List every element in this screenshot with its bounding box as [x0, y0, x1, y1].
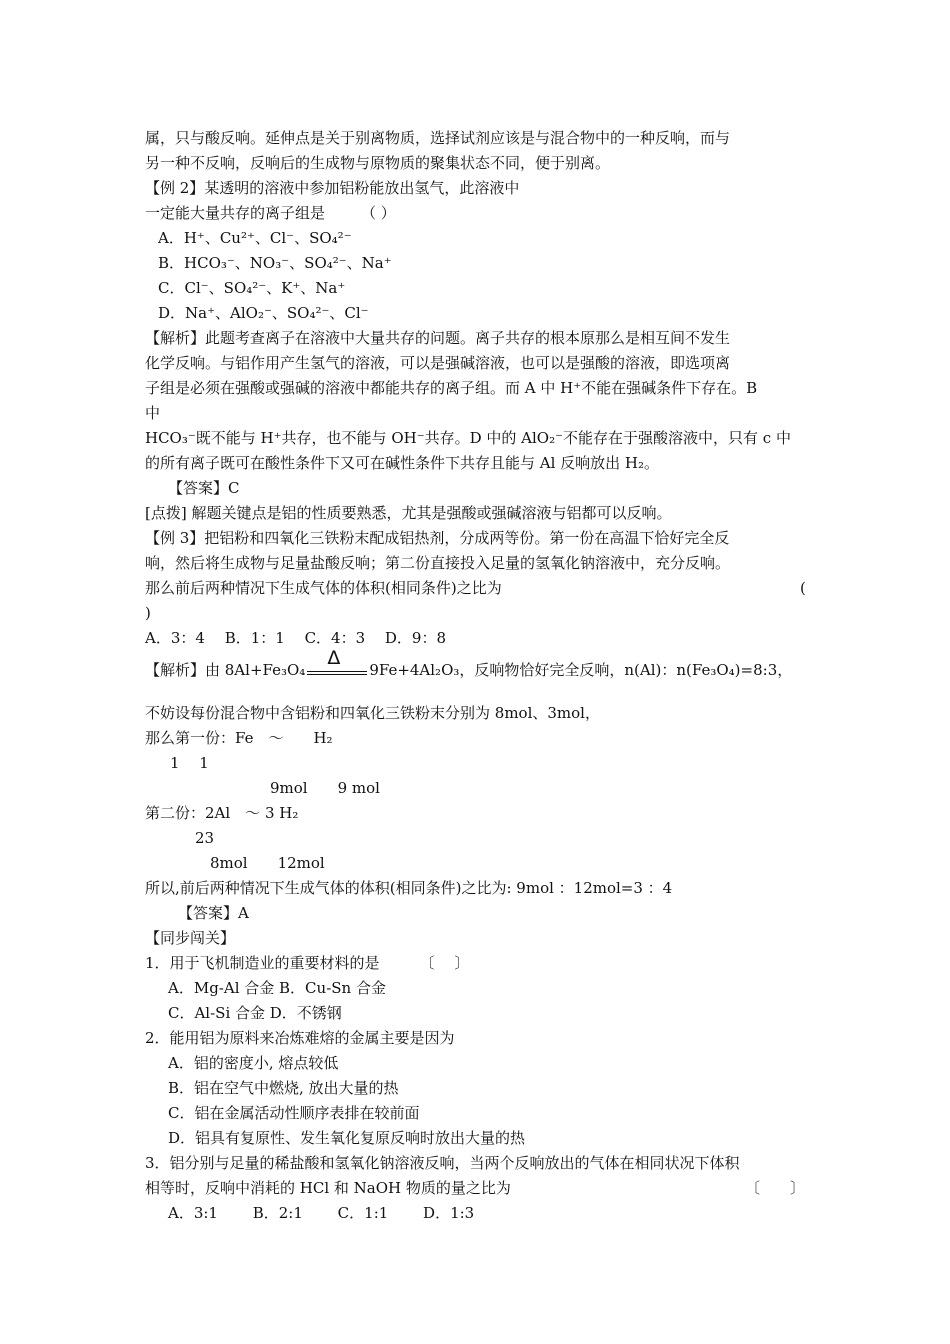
- question-3-options: A．3:1 B．2:1 C．1:1 D．1:3: [168, 1204, 475, 1222]
- example2-question-text: 一定能大量共存的离子组是: [145, 204, 326, 222]
- example2-option-a: A．H⁺、Cu²⁺、Cl⁻、SO₄²⁻: [158, 229, 352, 247]
- question-1-options-cd: C．Al-Si 合金 D．不锈钢: [168, 1004, 342, 1022]
- equation-right: 9Fe+4Al₂O₃，反响物恰好完全反响，n(Al)：n(Fe₃O₄)=8:3，: [369, 661, 793, 679]
- example2-option-d: D．Na⁺、AlO₂⁻、SO₄²⁻、Cl⁻: [158, 304, 369, 322]
- example2-analysis-1: 【解析】此题考查离子在溶液中大量共存的问题。离子共存的根本原那么是相互间不发生: [145, 329, 731, 347]
- example3-step-1: 不妨设每份混合物中含铝粉和四氧化三铁粉末分别为 8mol、3mol，: [145, 704, 600, 722]
- example3-step-7: 8mol 12mol: [210, 854, 325, 872]
- sync-section-title: 【同步闯关】: [145, 929, 236, 947]
- example3-paren-close: ): [145, 604, 151, 622]
- example2-answer: 【答案】C: [168, 479, 240, 497]
- example3-answer: 【答案】A: [178, 904, 249, 922]
- example3-equation: [145, 647, 793, 680]
- intro-line-2: 另一种不反响，反响后的生成物与原物质的聚集状态不同，便于别离。: [145, 154, 611, 172]
- intro-line-1: 属，只与酸反响。延伸点是关于别离物质，选择试剂应该是与混合物中的一种反响，而与: [145, 129, 731, 147]
- question-2-option-b: B．铝在空气中燃烧, 放出大量的热: [168, 1079, 399, 1097]
- question-1: [145, 953, 469, 973]
- example2-answer-blank: （ ）: [361, 204, 396, 222]
- example3-step-2: 那么第一份：Fe ～ H₂: [145, 729, 333, 747]
- example2-analysis-2: 化学反响。与铝作用产生氢气的溶液，可以是强碱溶液，也可以是强酸的溶液，即选项离: [145, 354, 731, 372]
- example2-question: [145, 203, 396, 223]
- question-2-option-a: A．铝的密度小, 熔点较低: [168, 1054, 339, 1072]
- example3-step-5: 第二份：2Al ～ 3 H₂: [145, 804, 299, 822]
- question-1-text: 1．用于飞机制造业的重要材料的是: [145, 954, 380, 972]
- example3-step-8: 所以,前后两种情况下生成气体的体积(相同条件)之比为: 9mol ：12mol=3 ：4: [145, 879, 673, 897]
- question-2-option-d: D．铝具有复原性、发生氧化复原反响时放出大量的热: [168, 1129, 526, 1147]
- question-2: 2．能用铝为原料来冶炼难熔的金属主要是因为: [145, 1029, 455, 1047]
- equation-left: 【解析】由 8Al+Fe₃O₄: [145, 661, 306, 679]
- example3-options: A．3：4 B．1：1 C．4：3 D．9：8: [145, 629, 447, 647]
- heat-symbol: Δ: [327, 647, 341, 669]
- example2-analysis-6: 的所有离子既可在酸性条件下又可在碱性条件下共存且能与 Al 反响放出 H₂。: [145, 454, 660, 472]
- question-3-line-2: 相等时，反响中消耗的 HCl 和 NaOH 物质的量之比为: [145, 1179, 511, 1197]
- equation-arrow: [305, 647, 369, 680]
- example3-title-3: 那么前后两种情况下生成气体的体积(相同条件)之比为: [145, 579, 502, 597]
- question-3-line-1: 3．铝分别与足量的稀盐酸和氢氧化钠溶液反响，当两个反响放出的气体在相同状况下体积: [145, 1154, 740, 1172]
- example3-title-1: 【例 3】把铝粉和四氧化三铁粉末配成铝热剂，分成两等份。第一份在高温下恰好完全反: [145, 529, 730, 547]
- example3-title-2: 响，然后将生成物与足量盐酸反响；第二份直接投入足量的氢氧化钠溶液中，充分反响。: [145, 554, 731, 572]
- example2-option-b: B．HCO₃⁻、NO₃⁻、SO₄²⁻、Na⁺: [158, 254, 392, 272]
- question-1-options-ab: A．Mg-Al 合金 B．Cu-Sn 合金: [168, 979, 386, 997]
- example2-analysis-3: 子组是必须在强酸或强碱的溶液中都能共存的离子组。而 A 中 H⁺不能在强碱条件下存在。B: [145, 379, 758, 397]
- example3-step-3: 1 1: [170, 754, 209, 772]
- example3-paren-open: (: [800, 579, 806, 597]
- example2-option-c: C．Cl⁻、SO₄²⁻、K⁺、Na⁺: [158, 279, 346, 297]
- example2-analysis-5: HCO₃⁻既不能与 H⁺共存，也不能与 OH⁻共存。D 中的 AlO₂⁻不能存在于强酸溶液中，只有 c 中: [145, 429, 791, 447]
- example2-title: 【例 2】某透明的溶液中参加铝粉能放出氢气，此溶液中: [145, 179, 520, 197]
- example2-tip: [点拨] 解题关键点是铝的性质要熟悉，尤其是强酸或强碱溶液与铝都可以反响。: [145, 504, 672, 522]
- example3-step-4: 9mol 9 mol: [270, 779, 380, 797]
- question-1-blank: 〔 〕: [419, 954, 470, 972]
- question-2-option-c: C．铝在金属活动性顺序表排在较前面: [168, 1104, 420, 1122]
- example3-step-6: 23: [195, 829, 215, 847]
- question-3-blank: 〔 〕: [745, 1179, 806, 1197]
- example2-analysis-4: 中: [145, 404, 161, 422]
